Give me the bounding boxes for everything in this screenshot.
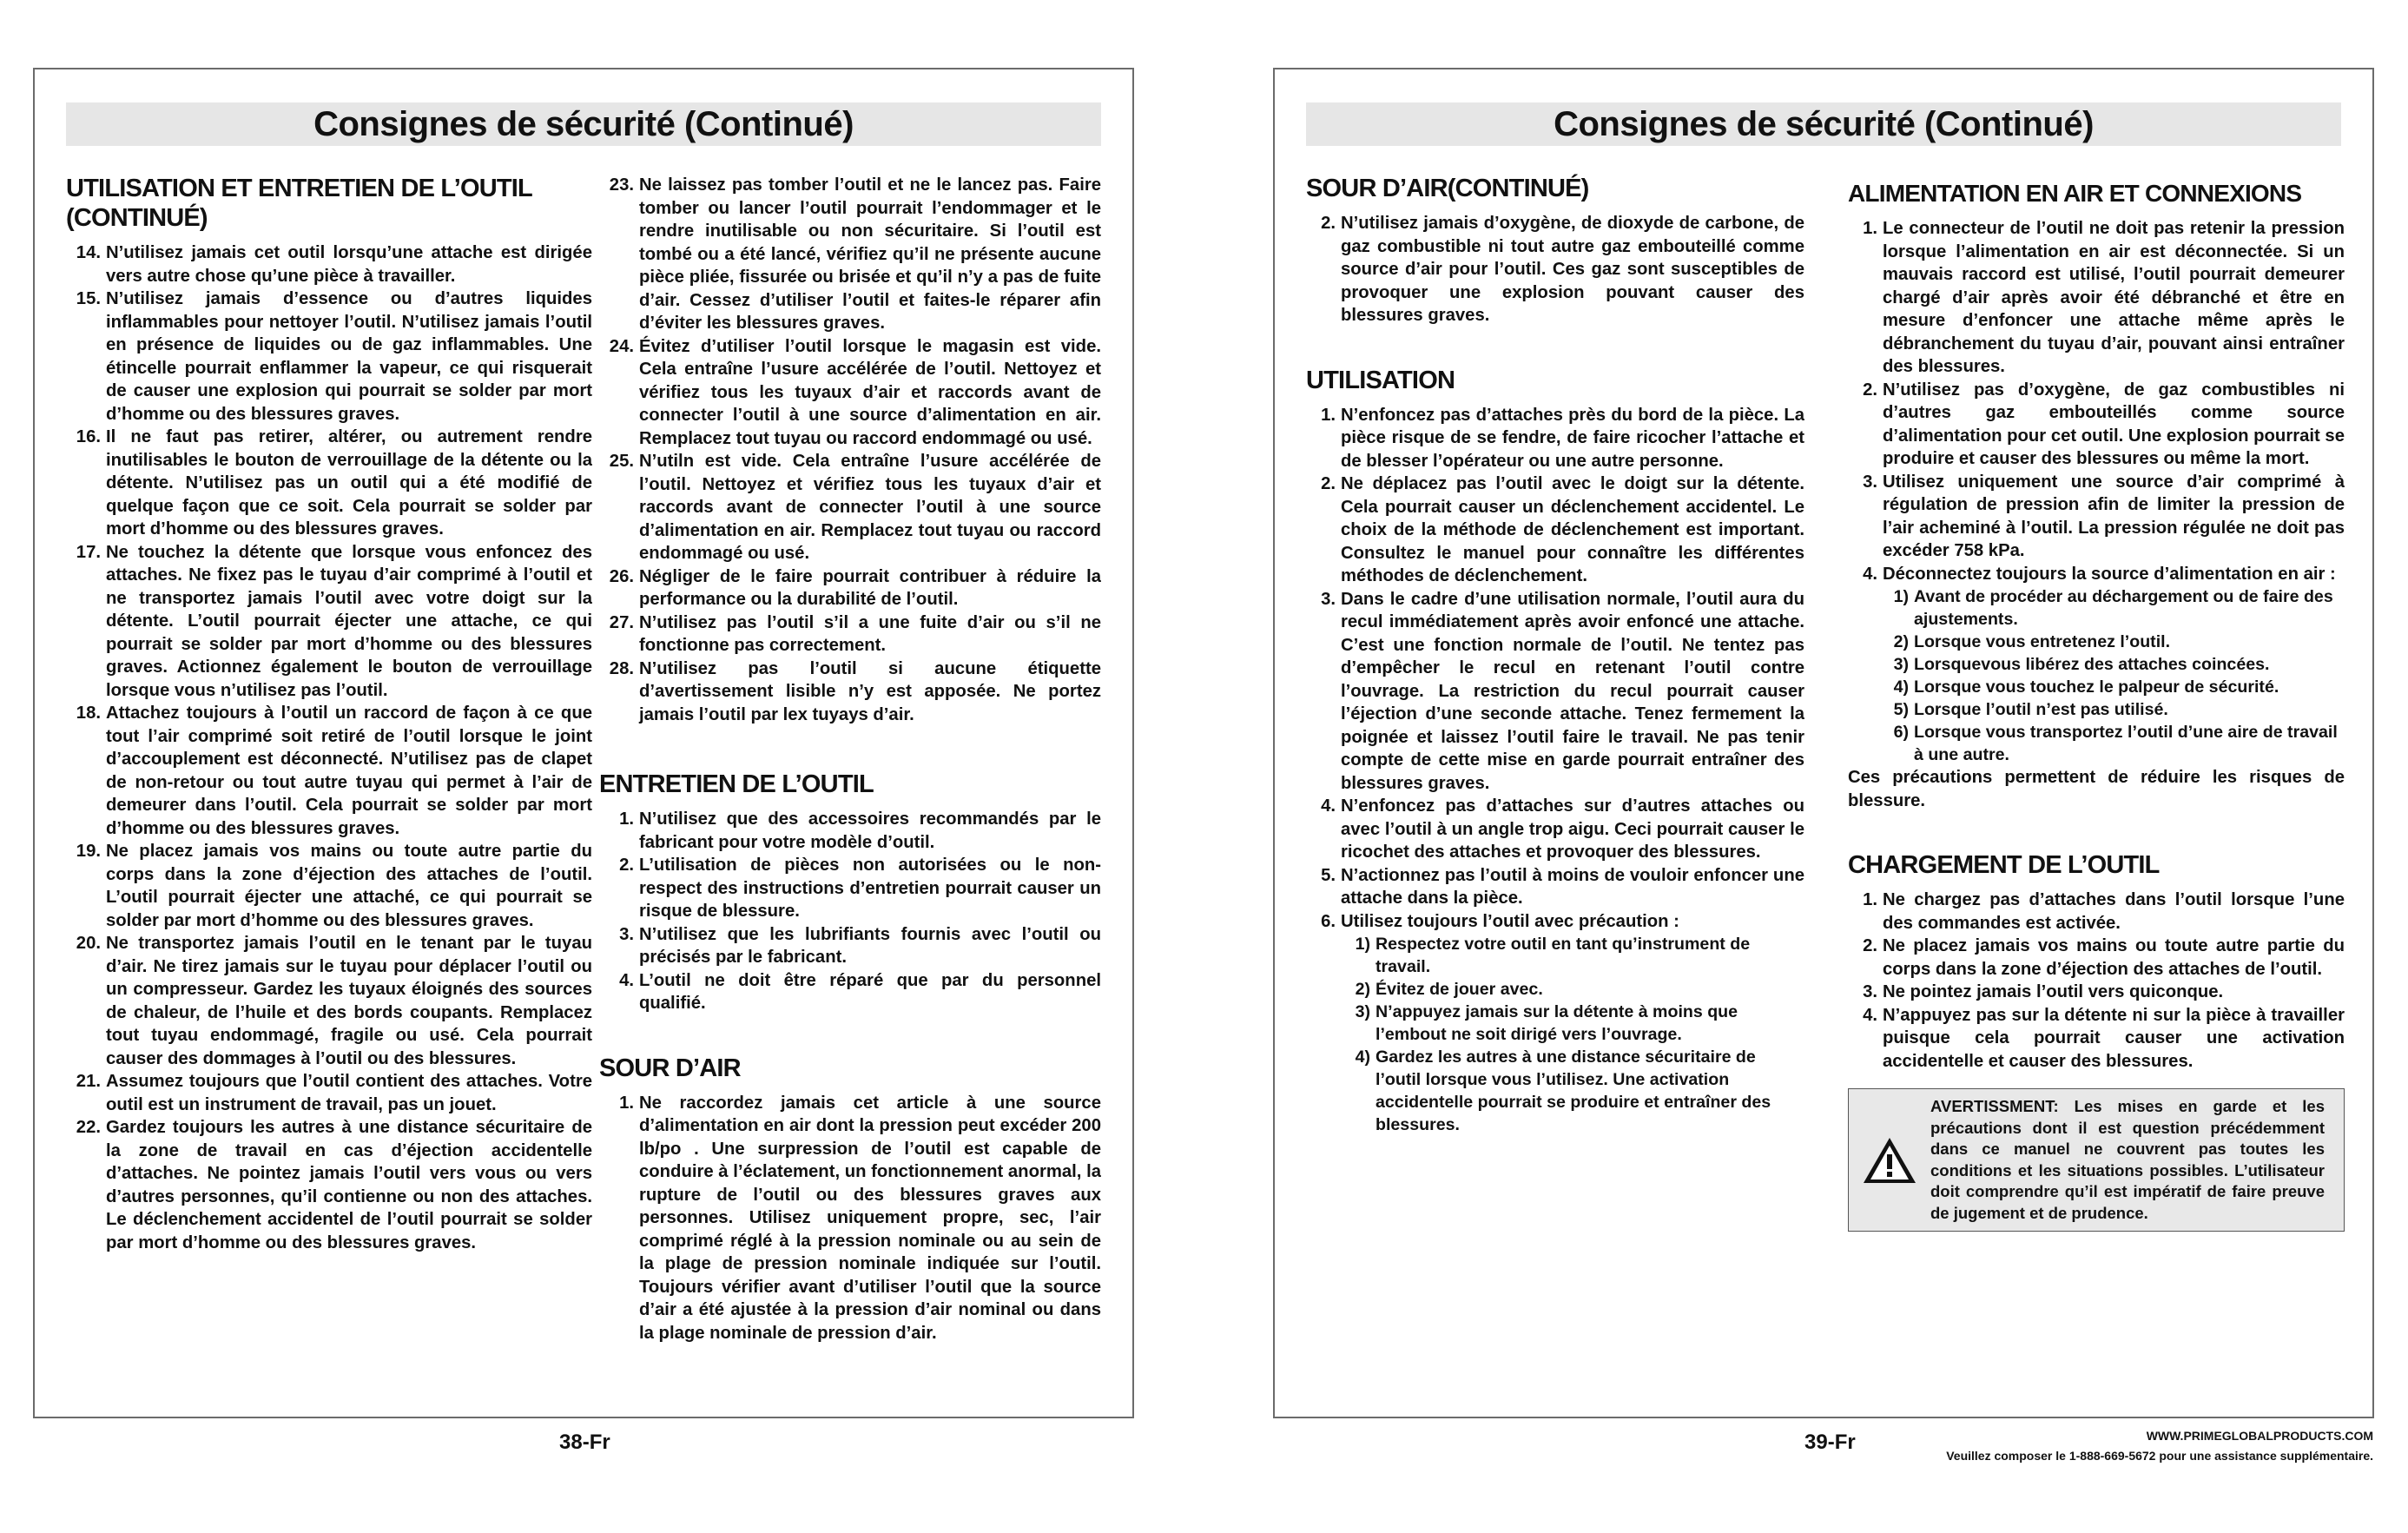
list-item-text: N’appuyez pas sur la détente ni sur la pièce à travailler puisque cela pourrait causer une activation accidentelle et causer des blessures.	[1883, 1005, 2345, 1071]
page-number: 38-Fr	[559, 1431, 610, 1454]
list-item-number: 5.	[1321, 865, 1336, 885]
list-item	[599, 174, 1101, 335]
list-item-number: 4)	[1893, 677, 1909, 697]
list-item-text: N’utilisez jamais d’oxygène, de dioxyde de carbone, de gaz combustible ni tout autre gaz embouteillé comme source d’air pour l’outil. Ces gaz sont susceptibles de provoquer une explosion pouvant causer des blessures graves.	[1341, 214, 1804, 325]
list-item-number: 26.	[609, 566, 634, 586]
chargement-list	[1848, 889, 2345, 1073]
list-item	[599, 1092, 1101, 1345]
alimentation-sublist	[1848, 585, 2345, 766]
list-item	[1306, 910, 1804, 934]
list-item-text: Ne pointez jamais l’outil vers quiconque.	[1883, 982, 2224, 1001]
list-item	[1848, 1004, 2345, 1074]
section-heading-entretien: ENTRETIEN DE L’OUTIL	[599, 770, 874, 798]
list-item-number: 2.	[1863, 936, 1877, 955]
list-item-text: N’enfoncez pas d’attaches sur d’autres attaches ou avec l’outil à un angle trop aigu. Ceci pourrait causer le ricochet des attaches et provoquer des blessures.	[1341, 796, 1804, 862]
section-heading-utilisation-entretien: UTILISATION ET ENTRETIEN DE L’OUTIL (CONTINUÉ)	[66, 175, 532, 232]
list-item-number: 4)	[1355, 1047, 1370, 1067]
list-item	[599, 450, 1101, 565]
list-item-text: Lorsque vous entretenez l’outil.	[1914, 632, 2171, 651]
list-item-number: 27.	[609, 612, 634, 632]
right-column-2	[1848, 174, 2345, 1399]
list-item-text: N’utilisez pas l’outil si aucune étiquette d’avertissement lisible n’y est apposée. Ne portez jamais l’outil par lex tuyays d’air.	[639, 658, 1101, 724]
list-item	[1306, 588, 1804, 796]
utilisation-list	[1306, 404, 1804, 934]
list-item-number: 24.	[609, 336, 634, 356]
list-item-text: Lorsque l’outil n’est pas utilisé.	[1914, 700, 2168, 719]
list-item-number: 14.	[76, 243, 101, 262]
list-item-text: Ne placez jamais vos mains ou toute autre partie du corps dans la zone d’éjection des attaches de l’outil.	[1883, 936, 2345, 979]
list-item-number: 6)	[1893, 723, 1909, 742]
list-item-text: Respectez votre outil en tant qu’instrument de travail.	[1376, 935, 1751, 976]
list-item-text: Ne transportez jamais l’outil en le tenant par le tuyau d’air. Ne tirez jamais sur le tuyau pour déplacer l’outil ou un compresseur. Gardez les tuyaux éloignés des sources de chaleur, de l’huile et des bords coupants. Remplacez tout tuyau endommagé, fragile ou usé. Cela pourrait causer des dommages à l’outil ou des blessures.	[106, 934, 592, 1068]
list-item	[66, 541, 592, 703]
list-item-number: 17.	[76, 542, 101, 562]
list-item	[1848, 889, 2345, 935]
list-item	[599, 565, 1101, 611]
list-item	[1874, 631, 2345, 653]
list-item	[1848, 935, 2345, 981]
list-item	[1848, 563, 2345, 586]
list-item-text: Ne laissez pas tomber l’outil et ne le lancez pas. Faire tomber ou lancer l’outil pourrait l’endommager et le rendre inutilisable ou non sécuritaire. Si l’outil est tombé ou a été lancé, vérifiez qu’il ne présente aucune pièce pliée, fissurée ou brisée et qu’il n’y a pas de fuite d’air. Cessez d’utiliser l’outil et faites-le réparer afin d’éviter les blessures graves.	[639, 175, 1101, 333]
list-item	[599, 611, 1101, 657]
list-item-number: 15.	[76, 289, 101, 308]
list-item-text: N’utilisez que les lubrifiants fournis avec l’outil ou précisés par le fabricant.	[639, 924, 1101, 967]
left-column-2	[599, 174, 1101, 1399]
list-item	[599, 335, 1101, 451]
list-item-text: Ne touchez la détente que lorsque vous enfoncez des attaches. Ne fixez pas le tuyau d’air comprimé à l’outil et ne transportez jamais l’outil avec votre doigt sur la détente. L’outil pourrait éjecter une attache, ce qui pourrait se solder par mort d’homme ou des blessures graves. Actionnez également le bouton de verrouillage lorsque vous n’utilisez pas l’outil.	[106, 542, 592, 700]
alimentation-list	[1848, 217, 2345, 585]
list-item	[1306, 864, 1804, 910]
list-item-number: 3.	[619, 924, 634, 944]
list-item-number: 20.	[76, 934, 101, 953]
list-item	[1848, 981, 2345, 1004]
list-item	[1306, 404, 1804, 473]
utilisation-sublist	[1306, 933, 1804, 1136]
list-item-number: 21.	[76, 1072, 101, 1091]
list-item	[66, 287, 592, 426]
list-item	[599, 808, 1101, 854]
list-item	[66, 702, 592, 840]
list-item	[1874, 721, 2345, 766]
list-item-number: 22.	[76, 1118, 101, 1137]
page-left	[33, 68, 1134, 1454]
list-item-number: 23.	[609, 175, 634, 195]
list-item-text: Négliger de le faire pourrait contribuer à réduire la performance ou la durabilité de l’outil.	[639, 566, 1101, 609]
list-item	[599, 854, 1101, 923]
list-item	[1848, 471, 2345, 563]
list-item-text: Gardez les autres à une distance sécuritaire de l’outil lorsque vous l’utilisez. Une activation accidentelle pourrait se produire et entraîner des blessures.	[1376, 1047, 1771, 1134]
list-item-text: Attachez toujours à l’outil un raccord de façon à ce que tout l’air comprimé soit retiré de l’outil lorsque le joint d’accouplement est déconnecté. N’utilisez pas de clapet de non-retour ou tout autre tuyau qui permet à l’air de demeurer dans l’outil. Cela pourrait se solder par mort d’homme ou des blessures graves.	[106, 704, 592, 838]
list-item	[1306, 472, 1804, 588]
section-heading-alimentation: ALIMENTATION EN AIR ET CONNEXIONS	[1848, 180, 2302, 207]
list-item-text: N’appuyez jamais sur la détente à moins que l’embout ne soit dirigé vers l’ouvrage.	[1376, 1002, 1738, 1044]
list-item-number: 1.	[1863, 890, 1877, 909]
list-item	[599, 969, 1101, 1015]
list-item	[599, 923, 1101, 969]
right-column-1	[1306, 174, 1804, 1399]
list-item-number: 19.	[76, 842, 101, 861]
list-item-number: 4.	[619, 970, 634, 990]
sour-air-continued-list	[1306, 212, 1804, 327]
list-item	[1336, 933, 1804, 978]
list-item-number: 1)	[1893, 587, 1909, 606]
list-item-text: L’utilisation de pièces non autorisées ou le non-respect des instructions d’entretien pourrait causer un risque de blessure.	[639, 856, 1101, 921]
list-item	[1336, 1046, 1804, 1136]
list-item-number: 1.	[1863, 219, 1877, 238]
list-item-number: 3.	[1863, 982, 1877, 1001]
list-item-text: N’utilisez jamais cet outil lorsqu’une attache est dirigée vers autre chose qu’une pièce à travailler.	[106, 243, 592, 286]
list-item	[1306, 795, 1804, 864]
list-item-text: Utilisez toujours l’outil avec précaution :	[1341, 911, 1679, 931]
page-title-banner: Consignes de sécurité (Continué)	[66, 102, 1101, 146]
list-item-text: Ne raccordez jamais cet article à une source d’alimentation en air dont la pression peut excéder 200 lb/po . Une surpression de l’outil est capable de conduire à l’éclatement, un fonctionnement anormal, la rupture de l’outil ou des blessures graves aux personnes. Utilisez uniquement propre, sec, l’air comprimé réglé à la pression nominale ou au sein de la plage de pression nominale indiquée sur l’outil. Toujours vérifier avant d’utiliser l’outil que la source d’air a été ajustée à la pression d’air nominal ou dans la plage nominale de pression d’air.	[639, 1093, 1101, 1343]
footer-phone: Veuillez composer le 1-888-669-5672 pour une assistance supplémentaire.	[1946, 1449, 2373, 1463]
list-item-number: 4.	[1863, 564, 1877, 584]
list-item-number: 1.	[619, 809, 634, 829]
list-item-number: 2.	[1863, 380, 1877, 400]
list-item-number: 1.	[1321, 405, 1336, 425]
list-item-text: N’utilisez pas l’outil s’il a une fuite d’air ou s’il ne fonctionne pas correctement.	[639, 612, 1101, 655]
list-item-text: Lorsque vous transportez l’outil d’une aire de travail à une autre.	[1914, 723, 2338, 764]
list-item	[1874, 676, 2345, 698]
list-item-text: Il ne faut pas retirer, altérer, ou autrement rendre inutilisables le bouton de verrouillage de la détente ou la détente. N’utilisez pas un outil qui a été modifié de quelque façon que ce soit. Cela pourrait se solder par mort d’homme ou des blessures graves.	[106, 427, 592, 539]
list-item	[1306, 212, 1804, 327]
footer-url: WWW.PRIMEGLOBALPRODUCTS.COM	[2146, 1429, 2373, 1443]
list-item	[1874, 653, 2345, 676]
list-item	[66, 1116, 592, 1254]
list-item-number: 5)	[1893, 700, 1909, 719]
list-item	[66, 426, 592, 541]
warning-triangle-icon	[1857, 1096, 1922, 1224]
page-number: 39-Fr	[1804, 1431, 1856, 1454]
list-item-number: 3)	[1355, 1002, 1370, 1021]
list-item-text: N’actionnez pas l’outil à moins de vouloir enfoncer une attache dans la pièce.	[1341, 865, 1804, 908]
list-item-text: Assumez toujours que l’outil contient des attaches. Votre outil est un instrument de travail, pas un jouet.	[106, 1072, 592, 1114]
list-item	[1336, 978, 1804, 1001]
list-item	[1336, 1001, 1804, 1046]
section-heading-sour-air: SOUR D’AIR	[599, 1054, 741, 1082]
list-item-number: 3.	[1321, 589, 1336, 609]
list-item-text: Utilisez uniquement une source d’air comprimé à régulation de pression afin de limiter la pression de l’air acheminé à l’outil. La pression régulée ne doit pas excéder 758 kPa.	[1883, 472, 2345, 560]
list-item-number: 6.	[1321, 911, 1336, 931]
list-item-text: Évitez d’utiliser l’outil lorsque le magasin est vide. Cela entraîne l’usure accélérée de l’outil. Nettoyez et vérifiez tous les tuyaux d’air et raccords avant de connecter l’outil à une source d’alimentation en air. Remplacez tout tuyau ou raccord endommagé ou usé.	[639, 336, 1101, 448]
list-item	[66, 241, 592, 287]
list-item	[66, 1070, 592, 1116]
list-item-text: Lorsquevous libérez des attaches coincées.	[1914, 655, 2270, 674]
list-item-number: 4.	[1863, 1005, 1877, 1025]
list-item-number: 1.	[619, 1093, 634, 1113]
list-item-number: 2.	[619, 856, 634, 875]
safety-list	[66, 241, 592, 1254]
page-title-banner: Consignes de sécurité (Continué)	[1306, 102, 2341, 146]
list-item-text: Ne déplacez pas l’outil avec le doigt sur la détente. Cela pourrait causer un déclenchement accidentel. Le choix de la méthode de déclenchement est important. Consultez le manuel pour connaître les différentes méthodes de déclenchement.	[1341, 474, 1804, 585]
list-item	[1848, 217, 2345, 379]
list-item	[66, 840, 592, 932]
list-item-text: N’utilisez pas d’oxygène, de gaz combustibles ni d’autres gaz embouteillés comme source d’alimentation pour cet outil. Une explosion pourrait se produire et causer des blessures ou même la mort.	[1883, 380, 2345, 468]
list-item-number: 4.	[1321, 796, 1336, 816]
warning-box	[1848, 1088, 2345, 1232]
left-column-1	[66, 174, 592, 1399]
list-item-number: 2)	[1893, 632, 1909, 651]
list-item-text: Le connecteur de l’outil ne doit pas retenir la pression lorsque l’alimentation en air est déconnectée. Si un mauvais raccord est utilisé, l’outil pourrait demeurer chargé d’air après avoir été débranché et être en mesure d’enfoncer une attache même après le débranchement du tuyau d’air, pouvant ainsi entraîner des blessures.	[1883, 219, 2345, 376]
list-item-number: 18.	[76, 704, 101, 723]
section-heading-chargement: CHARGEMENT DE L’OUTIL	[1848, 851, 2160, 879]
sour-air-list	[599, 1092, 1101, 1345]
list-item-number: 25.	[609, 452, 634, 471]
entretien-list	[599, 808, 1101, 1015]
list-item-text: N’utilisez jamais d’essence ou d’autres liquides inflammables pour nettoyer l’outil. N’utilisez jamais l’outil en présence de liquides ou de gaz inflammables. Une étincelle pourrait enflammer la vapeur, ce qui risquerait de causer une explosion qui pourrait se solder par mort d’homme ou des blessures graves.	[106, 289, 592, 424]
list-item-text: Ne placez jamais vos mains ou toute autre partie du corps dans la zone d’éjection des attaches de l’outil. L’outil pourrait éjecter une attaché, ce qui pourrait se solder par mort d’homme ou des blessures graves.	[106, 842, 592, 930]
list-item-text: Lorsque vous touchez le palpeur de sécurité.	[1914, 677, 2279, 697]
warning-text: AVERTISSMENT: Les mises en garde et les précautions dont il est question précédemment dans ce manuel ne couvrent pas toutes les conditions et les situations possibles. L’utilisateur doit comprendre qu’il est impératif de faire preuve de jugement et de prudence.	[1930, 1097, 2325, 1222]
list-item-number: 2.	[1321, 214, 1336, 233]
list-item-number: 3)	[1893, 655, 1909, 674]
list-item	[1848, 379, 2345, 471]
list-item-text: Ne chargez pas d’attaches dans l’outil lorsque l’une des commandes est activée.	[1883, 890, 2345, 933]
list-item-text: Gardez toujours les autres à une distance sécuritaire de la zone de travail en cas d’éjection accidentelle d’attaches. Ne pointez jamais l’outil vers vous ou vers d’autres personnes, qu’il contienne ou non des attaches. Le déclenchement accidentel de l’outil pourrait se solder par mort d’homme ou des blessures graves.	[106, 1118, 592, 1252]
list-item	[1874, 585, 2345, 631]
list-item-text: Dans le cadre d’une utilisation normale, l’outil aura du recul immédiatement après avoir enfoncé une attache. C’est une fonction normale de l’outil. Ne tentez pas d’empêcher le recul en retenant l’outil contre l’ouvrage. La restriction du recul pourrait causer l’éjection d’une seconde attache. Tenez fermement la poignée et laissez l’outil faire le travail. Ne pas tenir compte de cette mise en garde pourrait entraîner des blessures graves.	[1341, 589, 1804, 793]
list-item-number: 28.	[609, 658, 634, 678]
list-item	[599, 657, 1101, 727]
list-item-text: N’enfoncez pas d’attaches près du bord de la pièce. La pièce risque de se fendre, de faire ricocher l’attache et de blesser l’opérateur ou une autre personne.	[1341, 405, 1804, 471]
list-item-text: Évitez de jouer avec.	[1376, 980, 1543, 999]
list-item-text: Déconnectez toujours la source d’alimentation en air :	[1883, 564, 2336, 584]
list-item	[1874, 698, 2345, 721]
list-item-number: 1)	[1355, 935, 1370, 954]
list-item-number: 2.	[1321, 474, 1336, 493]
list-item-number: 16.	[76, 427, 101, 446]
list-item-number: 2)	[1355, 980, 1370, 999]
alimentation-note: Ces précautions permettent de réduire les risques de blessure.	[1848, 768, 2345, 810]
section-heading-sour-air-continue: SOUR D’AIR(CONTINUÉ)	[1306, 175, 1589, 202]
list-item-text: N’utilisez que des accessoires recommandés par le fabricant pour votre modèle d’outil.	[639, 809, 1101, 852]
list-item	[66, 932, 592, 1070]
list-item-number: 3.	[1863, 472, 1877, 492]
safety-list-continued	[599, 174, 1101, 726]
list-item-text: Avant de procéder au déchargement ou de faire des ajustements.	[1914, 587, 2333, 629]
section-heading-utilisation: UTILISATION	[1306, 366, 1455, 394]
list-item-text: N’utiln est vide. Cela entraîne l’usure accélérée de l’outil. Nettoyez et vérifiez tous les tuyaux d’air et raccords avant de connecter l’outil à une source d’alimentation en air. Remplacez tout tuyau ou raccord endommagé ou usé.	[639, 452, 1101, 563]
list-item-text: L’outil ne doit être réparé que par du personnel qualifié.	[639, 970, 1101, 1013]
